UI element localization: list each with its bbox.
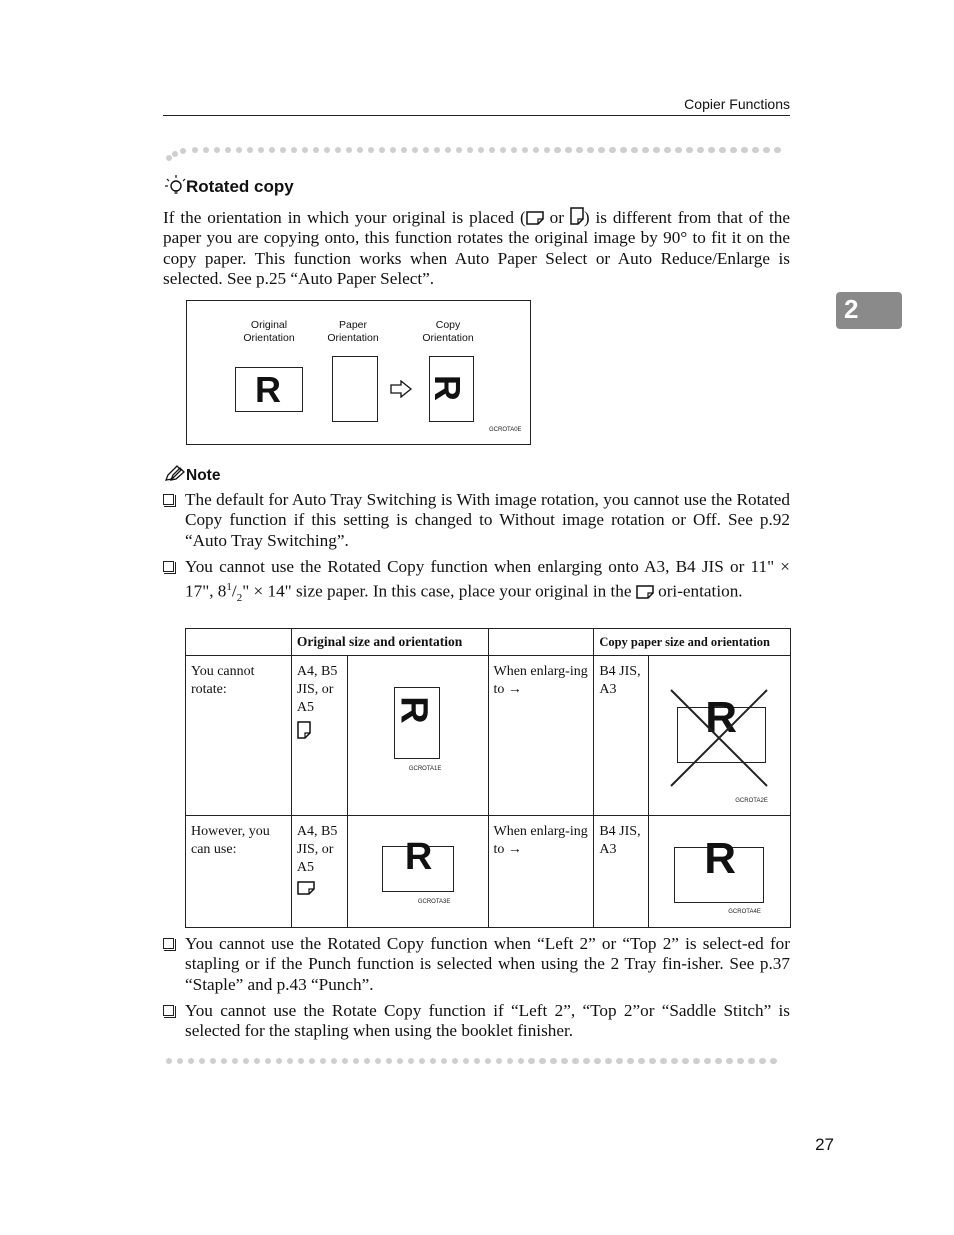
table-row [186, 816, 791, 928]
chapter-tab [836, 292, 902, 329]
divider-dot [276, 1058, 282, 1064]
divider-dot [583, 1058, 589, 1064]
divider-dot [177, 1058, 183, 1064]
divider-dot [324, 147, 330, 153]
divider-dot [188, 1058, 194, 1064]
divider-dot [620, 147, 626, 153]
divider-dot [719, 147, 725, 153]
label-copy-orientation: Copy Orientation [422, 319, 474, 344]
divider-dot [730, 147, 736, 153]
divider-dot [342, 1058, 348, 1064]
divider-dot [408, 1058, 414, 1064]
note-item-2-part-b: " × 14" size paper. In this case, place your original in the [242, 582, 636, 602]
divider-dot [463, 1058, 469, 1064]
divider-dot [353, 1058, 359, 1064]
note-item-2 [163, 557, 790, 619]
divider-dot [627, 1058, 633, 1064]
para-text-or: or [543, 208, 570, 227]
condition-cell: When enlarg-ing to → [488, 656, 594, 816]
divider-dot [247, 147, 253, 153]
divider-dot [638, 1058, 644, 1064]
divider-dot [232, 1058, 238, 1064]
divider-dot [309, 1058, 315, 1064]
r-glyph: R [404, 836, 433, 878]
divider-dot [616, 1058, 622, 1064]
divider-dot [587, 147, 593, 153]
divider-dot [474, 1058, 480, 1064]
divider-dot [441, 1058, 447, 1064]
original-size-text: A4, B5 JIS, or A5 [296, 824, 338, 875]
original-size-cell [291, 656, 347, 816]
para-text-2: ) is different from that of the paper you are copying onto, this function rotates the original image by 90° to fit it on the copy paper. This function works when Auto Paper Select or Auto Reduce/Enlarge is selected. See p.25 “Auto Paper Select”. [163, 208, 790, 289]
divider-dot [522, 147, 528, 153]
divider-dot [298, 1058, 304, 1064]
divider-dot [660, 1058, 666, 1064]
divider-dot [172, 151, 178, 157]
divider-dot [496, 1058, 502, 1064]
note-item-4-text: You cannot use the Rotate Copy function if “Left 2”, “Top 2”or “Saddle Stitch” is selected for the stapling when using the booklet finisher. [185, 1001, 790, 1041]
divider-dot [759, 1058, 765, 1064]
divider-dot [434, 147, 440, 153]
divider-dot [554, 147, 560, 153]
table-header-empty-1 [186, 629, 292, 656]
label-paper-orientation: Paper Orientation [327, 319, 379, 344]
divider-dot [331, 1058, 337, 1064]
original-figure-cell [347, 816, 488, 928]
orientation-table [185, 628, 791, 928]
divider-dot [412, 147, 418, 153]
divider-dot [708, 147, 714, 153]
divider-dot [346, 147, 352, 153]
divider-dot [533, 147, 539, 153]
divider-dot [254, 1058, 260, 1064]
divider-dot [214, 147, 220, 153]
divider-dot [368, 147, 374, 153]
copy-figure-cell-crossed [649, 656, 791, 816]
divider-dot [642, 147, 648, 153]
figure-code: GCROTA0E [489, 427, 522, 433]
fraction-numerator: 1 [226, 581, 232, 594]
divider-dot [386, 1058, 392, 1064]
divider-dot [166, 1058, 172, 1064]
paper-portrait-box [332, 356, 378, 422]
fraction-denominator: 2 [236, 592, 243, 605]
divider-dot [419, 1058, 425, 1064]
label-original-orientation: Original Orientation [243, 319, 295, 344]
row-label: You cannot rotate: [186, 656, 292, 816]
divider-dot [192, 147, 198, 153]
divider-dot [653, 147, 659, 153]
divider-dot [649, 1058, 655, 1064]
portrait-r-box [394, 687, 440, 759]
landscape-orientation-icon [526, 211, 544, 225]
divider-dot [236, 147, 242, 153]
portrait-orientation-icon [297, 721, 311, 739]
divider-dot [291, 147, 297, 153]
portrait-orientation-icon [570, 207, 584, 225]
landscape-r-box [674, 834, 764, 903]
condition-cell: When enlarg-ing to → [488, 816, 594, 928]
copy-figure-cell [649, 816, 791, 928]
divider-dot [302, 147, 308, 153]
divider-dot [335, 147, 341, 153]
divider-dot [605, 1058, 611, 1064]
divider-dot [770, 1058, 776, 1064]
dotted-divider-top [192, 147, 781, 153]
divider-dot [210, 1058, 216, 1064]
note-item-3-text: You cannot use the Rotated Copy function when “Left 2” or “Top 2” is select-ed for stapling or if the Punch function is selected when using the 2 Tray fin-isher. See p.37 “Staple” and p.43 “Punch”. [185, 934, 790, 994]
landscape-orientation-icon [636, 585, 654, 599]
divider-dot [726, 1058, 732, 1064]
divider-dot [511, 147, 517, 153]
copy-portrait-box [429, 356, 474, 422]
divider-dot [225, 147, 231, 153]
r-glyph: R [705, 693, 738, 742]
divider-dot [199, 1058, 205, 1064]
figure-code: GCROTA3E [417, 899, 451, 905]
copy-r-glyph-rotated: R [427, 375, 468, 401]
divider-dot [243, 1058, 249, 1064]
divider-dot [550, 1058, 556, 1064]
divider-dot [445, 147, 451, 153]
divider-dot [258, 147, 264, 153]
divider-dot [390, 147, 396, 153]
divider-dot [528, 1058, 534, 1064]
divider-dot [478, 147, 484, 153]
divider-dot [609, 147, 615, 153]
landscape-orientation-icon [297, 881, 315, 895]
divider-dot [423, 147, 429, 153]
note-item-2-text [185, 557, 790, 609]
table-header-empty-2 [488, 629, 594, 656]
divider-dot [671, 1058, 677, 1064]
divider-dot [675, 147, 681, 153]
divider-dot [686, 147, 692, 153]
divider-dot [313, 147, 319, 153]
copy-size-cell: B4 JIS, A3 [594, 656, 649, 816]
checkbox-bullet-icon [163, 1005, 174, 1016]
divider-dot [576, 147, 582, 153]
divider-dot [737, 1058, 743, 1064]
divider-dot [485, 1058, 491, 1064]
section-title: Rotated copy [186, 177, 294, 196]
original-size-text: A4, B5 JIS, or A5 [296, 664, 338, 715]
divider-dot [572, 1058, 578, 1064]
divider-dot [594, 1058, 600, 1064]
rotation-figure [186, 300, 531, 445]
divider-dot [357, 147, 363, 153]
divider-dot [500, 147, 506, 153]
note-item-1-text: The default for Auto Tray Switching is With image rotation, you cannot use the Rotated Copy function if this setting is changed to Without image rotation or Off. See p.92 “Auto Tray Switching”. [185, 490, 790, 550]
divider-dot [561, 1058, 567, 1064]
divider-dot [741, 147, 747, 153]
divider-dot [544, 147, 550, 153]
divider-dot [364, 1058, 370, 1064]
checkbox-bullet-icon [163, 938, 174, 949]
note-item-4 [163, 1001, 790, 1043]
copy-size-cell: B4 JIS, A3 [594, 816, 649, 928]
divider-dot [664, 147, 670, 153]
divider-dot [467, 147, 473, 153]
pencil-icon [163, 464, 185, 482]
original-size-cell [291, 816, 347, 928]
note-item-2-part-c: ori-entation. [653, 582, 743, 602]
divider-dot [221, 1058, 227, 1064]
table-header-copy: Copy paper size and orientation [594, 629, 791, 656]
original-landscape-box [235, 367, 303, 412]
figure-code: GCROTA2E [735, 798, 768, 804]
dotted-divider-bottom [166, 1058, 777, 1064]
divider-dot [752, 147, 758, 153]
divider-dot [401, 147, 407, 153]
divider-dot [763, 147, 769, 153]
divider-dot [518, 1058, 524, 1064]
landscape-r-box [382, 836, 454, 892]
divider-dot [397, 1058, 403, 1064]
r-glyph: R [704, 834, 737, 883]
lightbulb-icon [164, 174, 186, 196]
note-item-2-part-a: You cannot use the Rotated Copy function when enlarging onto A3, B4 JIS or 11" × 17", 8 [185, 557, 790, 602]
divider-dot [507, 1058, 513, 1064]
divider-dot [430, 1058, 436, 1064]
section-paragraph [163, 207, 790, 290]
cross-out-icon [670, 689, 768, 787]
divider-dot [280, 147, 286, 153]
divider-dot [682, 1058, 688, 1064]
header-rule [163, 115, 790, 116]
figure-code: GCROTA4E [728, 909, 761, 915]
divider-dot [375, 1058, 381, 1064]
divider-dot [565, 147, 571, 153]
row-label: However, you can use: [186, 816, 292, 928]
divider-dot [180, 148, 186, 154]
divider-dot [631, 147, 637, 153]
note-item-1 [163, 490, 790, 552]
divider-dot [697, 147, 703, 153]
original-figure-cell [347, 656, 488, 816]
checkbox-bullet-icon [163, 494, 174, 505]
r-glyph-rotated: R [392, 696, 435, 724]
chapter-number: 2 [844, 294, 859, 324]
divider-dot [203, 147, 209, 153]
right-arrow-icon [390, 380, 412, 398]
fraction-slash: / [231, 582, 237, 602]
divider-dot [598, 147, 604, 153]
divider-dot [456, 147, 462, 153]
divider-dot [748, 1058, 754, 1064]
divider-dot [320, 1058, 326, 1064]
divider-dot [265, 1058, 271, 1064]
divider-dot [539, 1058, 545, 1064]
divider-dot [269, 147, 275, 153]
divider-dot [287, 1058, 293, 1064]
table-header-original: Original size and orientation [291, 629, 488, 656]
divider-dot [452, 1058, 458, 1064]
divider-dot [166, 155, 172, 161]
divider-dot [774, 147, 780, 153]
note-item-3 [163, 934, 790, 996]
figure-code: GCROTA1E [408, 766, 442, 772]
table-row [186, 656, 791, 816]
running-header-title: Copier Functions [684, 96, 790, 112]
para-text-1: If the orientation in which your original is placed ( [163, 208, 526, 227]
divider-dot [704, 1058, 710, 1064]
page-number: 27 [815, 1135, 834, 1154]
divider-dot [489, 147, 495, 153]
original-r-glyph: R [255, 369, 281, 410]
note-heading: Note [186, 467, 221, 484]
divider-dot [693, 1058, 699, 1064]
table-header-row [186, 629, 791, 656]
divider-dot [379, 147, 385, 153]
checkbox-bullet-icon [163, 561, 174, 572]
divider-dot [715, 1058, 721, 1064]
